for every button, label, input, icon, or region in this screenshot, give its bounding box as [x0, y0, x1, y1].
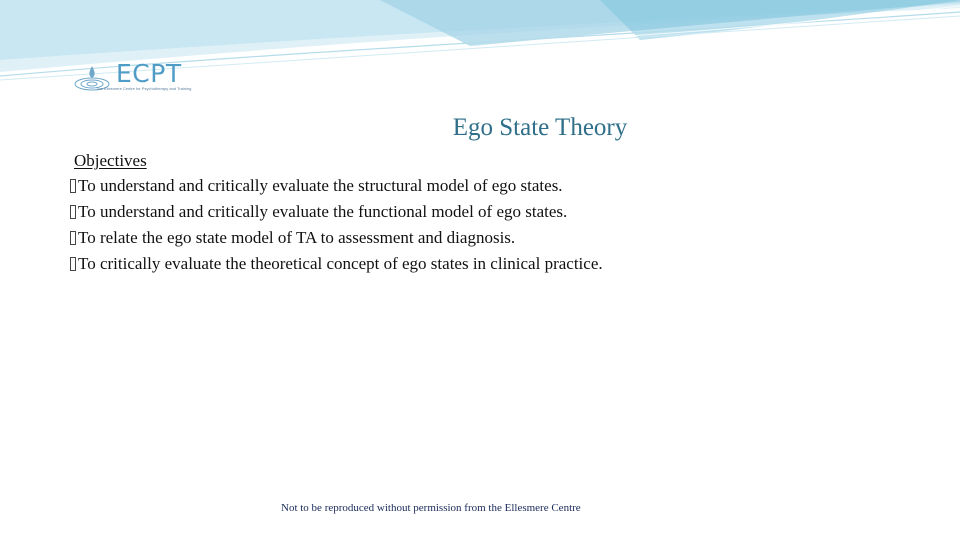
list-item: [70, 254, 603, 280]
logo-wordmark: ECPT: [116, 59, 182, 88]
bullet-icon: [70, 257, 76, 271]
bullet-text: To critically evaluate the theoretical concept of ego states in clinical practice.: [78, 254, 603, 273]
bullet-icon: [70, 205, 76, 219]
list-item: [70, 202, 603, 228]
bullet-icon: [70, 179, 76, 193]
list-item: [70, 228, 603, 254]
list-item: [70, 176, 603, 202]
objectives-list: [70, 176, 603, 280]
bullet-icon: [70, 231, 76, 245]
slide-title: [0, 114, 880, 142]
bullet-text: To relate the ego state model of TA to assessment and diagnosis.: [78, 228, 516, 247]
ecpt-logo: [72, 58, 200, 96]
logo-tagline: The Ellesmere Centre for Psychotherapy and Training: [96, 86, 192, 91]
objectives-heading: Objectives: [74, 151, 147, 170]
bullet-text: To understand and critically evaluate the structural model of ego states.: [78, 176, 563, 195]
slide-title-text: Ego State Theory: [452, 114, 628, 141]
copyright-footer-note: Not to be reproduced without permission from the Ellesmere Centre: [281, 502, 581, 514]
bullet-text: To understand and critically evaluate the functional model of ego states.: [78, 202, 568, 221]
